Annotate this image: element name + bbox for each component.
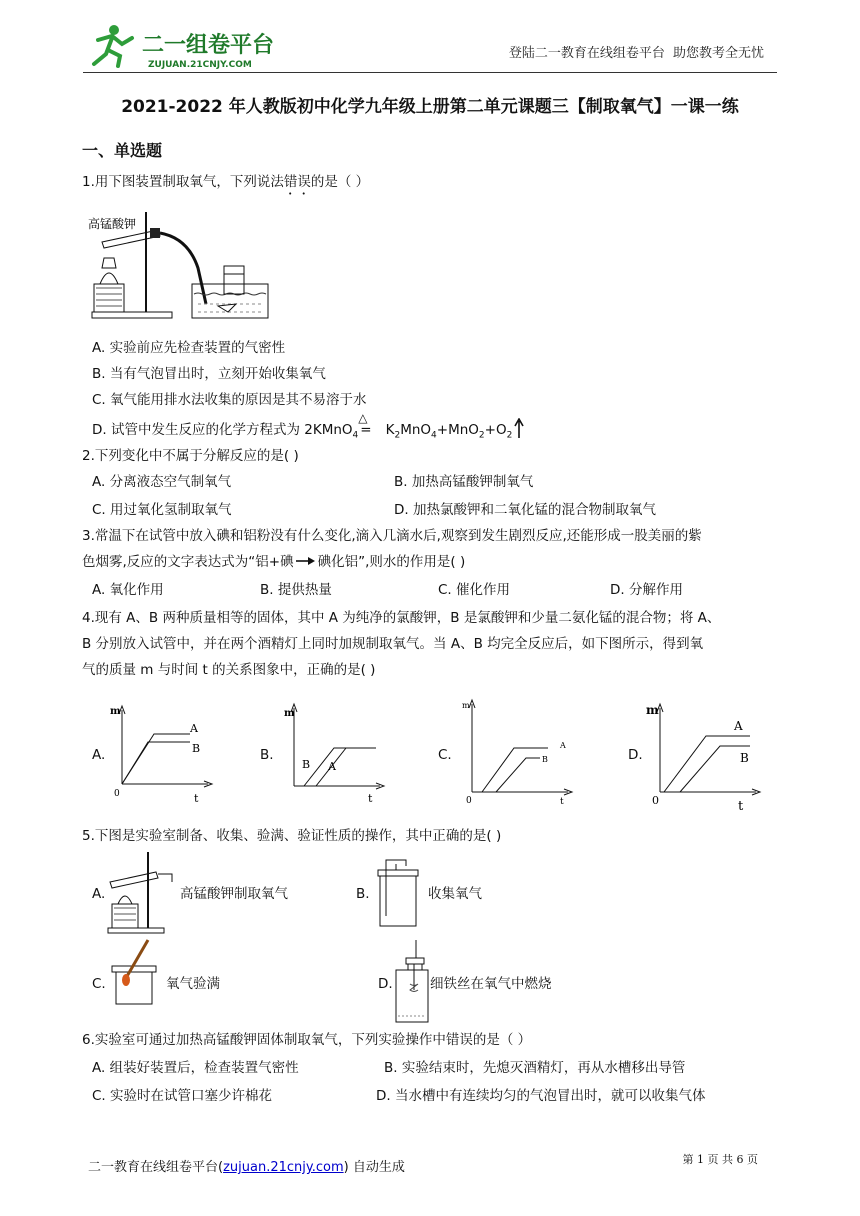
question-4-line1: 4.现有 A、B 两种质量相等的固体，其中 A 为纯净的氯酸钾，B 是氯酸钾和少量二氨化锰的混合物；将 A、 bbox=[82, 610, 721, 626]
svg-text:0: 0 bbox=[466, 796, 472, 806]
q3-option-d[interactable]: D. 分解作用 bbox=[610, 582, 683, 598]
svg-text:t: t bbox=[738, 799, 744, 812]
q5-option-d-letter[interactable]: D. bbox=[378, 976, 393, 992]
q2-option-c[interactable]: C. 用过氧化氢制取氧气 bbox=[92, 502, 232, 518]
q3-option-c[interactable]: C. 催化作用 bbox=[438, 582, 511, 598]
page-title: 2021-2022 年人教版初中化学九年级上册第二单元课题三【制取氧气】一课一练 bbox=[121, 97, 739, 117]
svg-text:A: A bbox=[190, 722, 198, 735]
svg-text:B: B bbox=[740, 751, 749, 765]
question-3-stem-line1: 3.常温下在试管中放入碘和铝粉没有什么变化,滴入几滴水后,观察到发生剧烈反应,还能形成一股美丽的紫 bbox=[82, 528, 702, 544]
q4-graph-b[interactable] bbox=[280, 700, 390, 808]
svg-text:t: t bbox=[560, 797, 564, 807]
q5-option-a-figure bbox=[106, 852, 176, 934]
heat-symbol: △ bbox=[358, 411, 368, 425]
svg-text:m: m bbox=[462, 701, 470, 710]
svg-text:m: m bbox=[110, 706, 121, 717]
question-4-line3: 气的质量 m 与时间 t 的关系图象中，正确的是( ) bbox=[82, 662, 376, 678]
q2-option-d[interactable]: D. 加热氯酸钾和二氧化锰的混合物制取氧气 bbox=[394, 502, 656, 518]
svg-text:m: m bbox=[646, 703, 659, 717]
q5-option-b-letter[interactable]: B. bbox=[356, 886, 370, 902]
svg-text:t: t bbox=[194, 792, 199, 805]
q5-option-b-figure bbox=[376, 856, 420, 930]
q2-option-a[interactable]: A. 分离液态空气制氧气 bbox=[92, 474, 232, 490]
svg-text:A: A bbox=[328, 760, 336, 773]
reaction-arrow-icon bbox=[296, 556, 316, 566]
runner-icon bbox=[94, 25, 132, 66]
q6-option-d[interactable]: D. 当水槽中有连续均匀的气泡冒出时，就可以收集气体 bbox=[376, 1088, 706, 1104]
q5-option-b-text[interactable]: 收集氧气 bbox=[428, 886, 482, 902]
q1-option-a[interactable]: A. 实验前应先检查装置的气密性 bbox=[92, 340, 286, 356]
q3-option-b[interactable]: B. 提供热量 bbox=[260, 582, 332, 598]
footer-link[interactable]: zujuan.21cnjy.com bbox=[223, 1160, 344, 1175]
svg-text:B: B bbox=[542, 755, 548, 764]
q4-option-d-label[interactable]: D. bbox=[628, 747, 643, 763]
q5-option-a-letter[interactable]: A. bbox=[92, 886, 106, 902]
q1-option-b[interactable]: B. 当有气泡冒出时，立刻开始收集氧气 bbox=[92, 366, 326, 382]
question-1-stem: 1.用下图装置制取氧气，下列说法错误的是（ ） bbox=[82, 174, 370, 190]
q5-option-d-figure bbox=[392, 940, 432, 1026]
q3-option-a[interactable]: A. 氧化作用 bbox=[92, 582, 164, 598]
gas-arrow-icon bbox=[514, 418, 524, 438]
question-5-stem: 5.下图是实验室制备、收集、验满、验证性质的操作，其中正确的是( ) bbox=[82, 828, 502, 844]
footer-source: 二一教育在线组卷平台(zujuan.21cnjy.com) 自动生成 bbox=[88, 1160, 405, 1175]
q6-option-a[interactable]: A. 组装好装置后，检查装置气密性 bbox=[92, 1060, 299, 1076]
q6-option-c[interactable]: C. 实验时在试管口塞少许棉花 bbox=[92, 1088, 273, 1104]
svg-text:A: A bbox=[560, 741, 566, 750]
header-slogan: 登陆二一教育在线组卷平台 助您教考全无忧 bbox=[508, 46, 764, 61]
q1-figure-label: 高锰酸钾 bbox=[88, 217, 137, 231]
header-divider bbox=[83, 72, 777, 73]
q5-option-c-text[interactable]: 氧气验满 bbox=[166, 976, 220, 992]
svg-text:t: t bbox=[368, 792, 373, 805]
question-3-stem-line2: 色烟雾,反应的文字表达式为“铝+碘 碘化铝”,则水的作用是( ) bbox=[82, 554, 466, 570]
q5-option-c-figure bbox=[108, 938, 158, 1008]
svg-text:B: B bbox=[192, 742, 201, 755]
q4-option-b-label[interactable]: B. bbox=[260, 747, 274, 763]
q4-graph-c[interactable] bbox=[456, 696, 576, 808]
q5-option-a-text[interactable]: 高锰酸钾制取氧气 bbox=[180, 886, 288, 902]
logo-text: 二一组卷平台 bbox=[142, 33, 275, 58]
svg-text:A: A bbox=[734, 719, 743, 733]
svg-text:B: B bbox=[302, 758, 311, 771]
q4-graph-d[interactable] bbox=[646, 700, 766, 812]
q5-option-d-text[interactable]: 细铁丝在氧气中燃烧 bbox=[430, 976, 552, 992]
q6-option-b[interactable]: B. 实验结束时，先熄灭酒精灯，再从水槽移出导管 bbox=[384, 1060, 686, 1076]
page-number: 第 1 页 共 6 页 bbox=[682, 1153, 758, 1166]
q4-graph-a[interactable] bbox=[108, 702, 218, 810]
q1-option-c[interactable]: C. 氧气能用排水法收集的原因是其不易溶于水 bbox=[92, 392, 367, 408]
question-6-stem: 6.实验室可通过加热高锰酸钾固体制取氧气，下列实验操作中错误的是（ ） bbox=[82, 1032, 532, 1048]
q1-apparatus-figure bbox=[88, 208, 278, 326]
q2-option-b[interactable]: B. 加热高锰酸钾制氧气 bbox=[394, 474, 534, 490]
logo-url: ZUJUAN.21CNJY.COM bbox=[148, 60, 252, 70]
svg-text:0: 0 bbox=[114, 789, 120, 799]
svg-text:0: 0 bbox=[652, 794, 659, 807]
q4-option-a-label[interactable]: A. bbox=[92, 747, 106, 763]
q4-option-c-label[interactable]: C. bbox=[438, 747, 452, 763]
q1-option-d[interactable]: D. 试管中发生反应的化学方程式为 2KMnO$_4$ △ = $K_2MnO_4+MnO_2+O_2$ bbox=[92, 418, 524, 446]
section-heading: 一、单选题 bbox=[82, 141, 163, 160]
question-4-line2: B 分别放入试管中，并在两个酒精灯上同时加规制取氧气。当 A、B 均完全反应后，如下图所示，得到氧 bbox=[82, 636, 704, 652]
svg-text:m: m bbox=[284, 708, 295, 719]
site-logo bbox=[88, 20, 288, 72]
q5-option-c-letter[interactable]: C. bbox=[92, 976, 106, 992]
question-2-stem: 2.下列变化中不属于分解反应的是( ) bbox=[82, 448, 299, 464]
